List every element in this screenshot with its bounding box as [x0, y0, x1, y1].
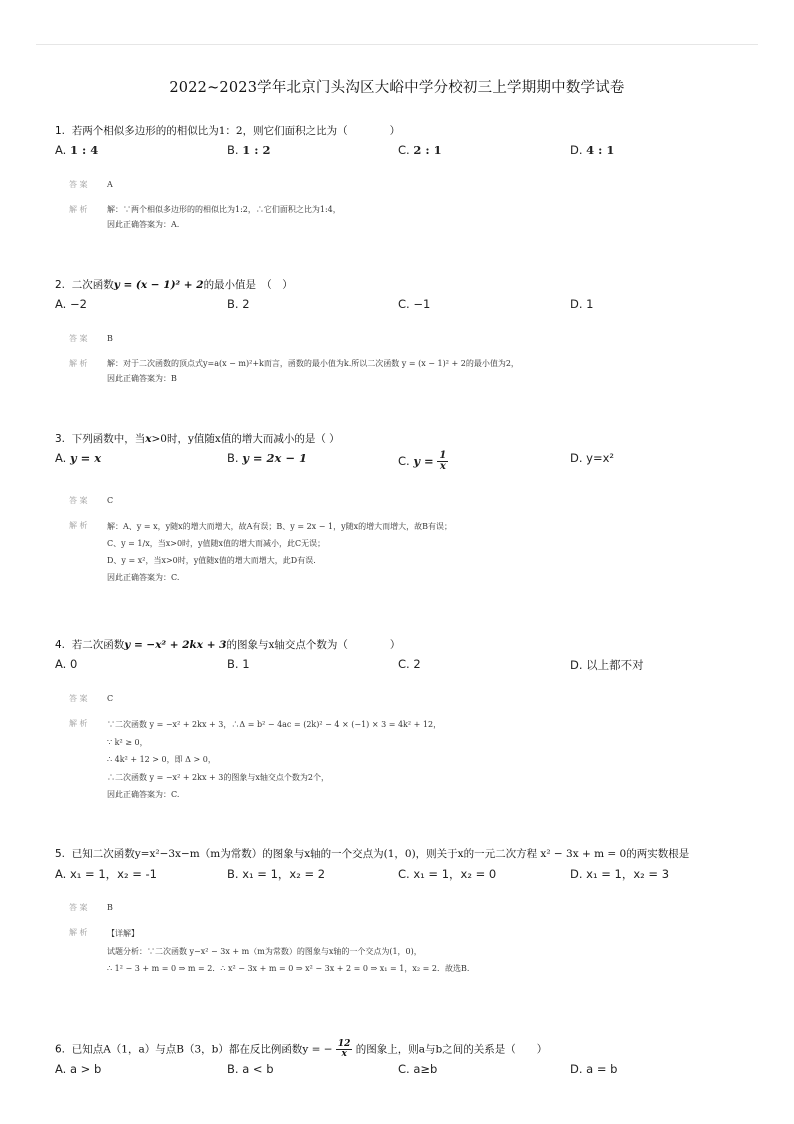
options: [55, 1062, 745, 1082]
answer-block: [55, 177, 745, 192]
analysis-block: 解 析 ∵二次函数 y = −x² + 2kx + 3，∴Δ = b² − 4ac = (2k)² − 4 × (−1) × 3 = 4k² + 12， ∵ k² ≥ 0， ∴ 4k² + 12 > 0，即 Δ > 0， ∴二次函数 y = −x² + 2kx + 3的图象与x轴交点个数为2个， 因此正确答案为：C.: [55, 716, 745, 804]
answer-value: C: [107, 496, 114, 505]
question-stem: 3. 下列函数中，当x>0时，y值随x值的增大而减小的是（ ）: [55, 433, 340, 445]
option-d: D. y=x²: [570, 451, 615, 465]
question-3: [55, 430, 745, 586]
answer-block: [55, 493, 745, 508]
answer-value: C: [107, 694, 114, 703]
option-b: B. y = 2x − 1: [227, 451, 308, 465]
option-a: A. x₁ = 1，x₂ = -1: [55, 867, 157, 881]
question-stem: 2. 二次函数y = (x − 1)² + 2的最小值是 （ ）: [55, 279, 293, 291]
fraction: $\frac{12}{x}$: [337, 1039, 351, 1059]
question-1: [55, 122, 745, 232]
exam-title: 2022~2023学年北京门头沟区大峪中学分校初三上学期期中数学试卷: [169, 80, 625, 96]
answer-label: 答 案: [69, 180, 88, 189]
header-divider: [36, 44, 758, 45]
answer-value: A: [107, 180, 113, 189]
question-stem: 1. 若两个相似多边形的的相似比为1：2，则它们面积之比为（ ）: [55, 125, 401, 137]
options: [55, 451, 745, 471]
option-a: A. −2: [55, 297, 87, 311]
option-d: D. 以上都不对: [570, 658, 644, 672]
options: [55, 143, 745, 163]
answer-block: [55, 331, 745, 346]
answer-label: 答 案: [69, 496, 88, 505]
options: [55, 866, 745, 886]
analysis-block: 解 析 解：∵两个相似多边形的的相似比为1:2，∴它们面积之比为1:4， 因此正确答案为：A.: [55, 202, 745, 232]
option-d: D. x₁ = 1，x₂ = 3: [570, 867, 670, 881]
options: [55, 657, 745, 677]
analysis-block: 解 析 解：A、y = x，y随x的增大而增大，故A有误；B、y = 2x − 1，y随x的增大而增大，故B有误； C、y = 1/x，当x>0时，y值随x值的增大而减小，此C无误； D、y = x²，当x>0时，y值随x值的增大而增大，此D有误. 因此正确答案为：C.: [55, 518, 745, 586]
analysis-label: 解 析: [69, 359, 88, 368]
answer-label: 答 案: [69, 694, 88, 703]
option-c: C. x₁ = 1，x₂ = 0: [398, 867, 497, 881]
question-stem: 6. 已知点A（1，a）与点B（3，b）都在反比例函数y = − $\frac{12}{x}$ 的图象上，则a与b之间的关系是（ ）: [55, 1039, 548, 1059]
answer-block: [55, 691, 745, 706]
options: [55, 297, 745, 317]
analysis-label: 解 析: [69, 521, 88, 530]
option-a: A. y = x: [55, 451, 102, 465]
answer-value: B: [107, 334, 113, 343]
option-c: C. y = $\frac{1}{x}$: [398, 450, 447, 472]
fraction: $\frac{1}{x}$: [439, 450, 447, 472]
option-d: D. 1: [570, 297, 594, 311]
question-5: [55, 845, 745, 978]
option-d: D. a = b: [570, 1062, 618, 1076]
option-b: B. a < b: [227, 1062, 274, 1076]
option-c: C. 2: [398, 657, 421, 671]
answer-block: [55, 900, 745, 915]
option-c: C. 2 : 1: [398, 143, 442, 157]
question-stem: 5. 已知二次函数y=x²−3x−m（m为常数）的图象与x轴的一个交点为(1，0)，则关于x的一元二次方程 x² − 3x + m = 0的两实数根是: [55, 848, 690, 860]
option-c: C. a≥b: [398, 1062, 438, 1076]
option-b: B. 2: [227, 297, 250, 311]
analysis-block: 解 析 【详解】 试题分析：∵二次函数 y−x² − 3x + m（m为常数）的图象与x轴的一个交点为(1，0)， ∴ 1² − 3 + m = 0 ⇒ m = 2．∴ x² − 3x + m = 0 ⇒ x² − 3x + 2 = 0 ⇒ x₁ = 1，x₂ = 2．故选B.: [55, 925, 745, 978]
answer-label: 答 案: [69, 334, 88, 343]
question-2: [55, 276, 745, 386]
option-b: B. 1 : 2: [227, 143, 271, 157]
option-d: D. 4 : 1: [570, 143, 615, 157]
option-a: A. a > b: [55, 1062, 102, 1076]
analysis-label: 解 析: [69, 928, 88, 937]
analysis-block: 解 析 解：对于二次函数的顶点式y=a(x − m)²+k而言，函数的最小值为k.所以二次函数 y = (x − 1)² + 2的最小值为2， 因此正确答案为：B: [55, 356, 745, 386]
answer-value: B: [107, 903, 113, 912]
option-c: C. −1: [398, 297, 431, 311]
option-b: B. 1: [227, 657, 250, 671]
question-6: [55, 1040, 745, 1082]
analysis-label: 解 析: [69, 719, 88, 728]
question-stem: 4. 若二次函数y = −x² + 2kx + 3的图象与x轴交点个数为（ ）: [55, 639, 401, 651]
answer-label: 答 案: [69, 903, 88, 912]
analysis-label: 解 析: [69, 205, 88, 214]
question-4: [55, 636, 745, 804]
option-a: A. 0: [55, 657, 78, 671]
option-b: B. x₁ = 1，x₂ = 2: [227, 867, 326, 881]
option-a: A. 1 : 4: [55, 143, 99, 157]
